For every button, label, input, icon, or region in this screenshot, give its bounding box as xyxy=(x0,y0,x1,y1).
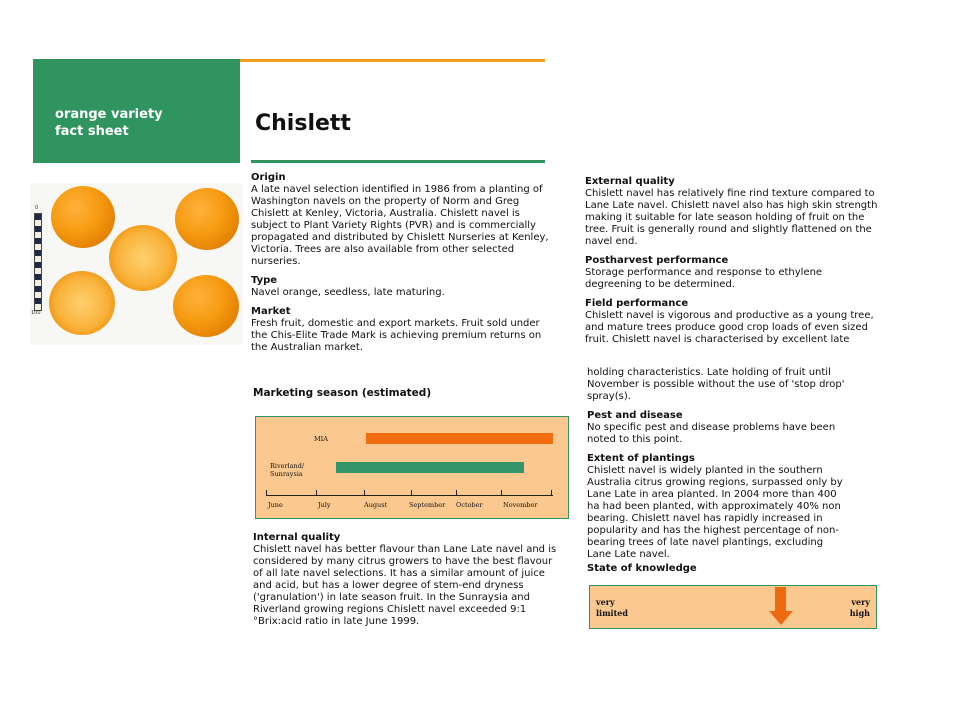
whole-orange-top-right xyxy=(175,188,239,250)
tick-label-october: October xyxy=(456,501,483,509)
tick-label-august: August xyxy=(364,501,388,509)
type-heading: Type xyxy=(251,275,278,286)
pest-text: No specific pest and disease problems have been noted to this point. xyxy=(587,422,836,445)
axis-tick xyxy=(316,490,317,495)
ruler-label-top: 0 xyxy=(35,205,39,211)
field-text-continued: holding characteristics. Late holding of fruit until November is possible without the use of 'stop drop' spray(s). xyxy=(587,367,845,402)
whole-orange-top-left xyxy=(51,186,115,248)
left-column xyxy=(251,172,559,361)
scale-left-line-1: very xyxy=(596,597,615,607)
field-text: Chislett navel is vigorous and productive as a young tree, and mature trees produce good crop loads of even sized fruit. Chislett navel is characterised by excellent late xyxy=(585,310,874,345)
market-heading: Market xyxy=(251,306,291,317)
banner-line-2: fact sheet xyxy=(55,124,129,139)
whole-orange-bottom-right xyxy=(173,275,239,337)
right-column-upper xyxy=(585,176,881,346)
fruit-photo xyxy=(30,183,243,345)
page-title: Chislett xyxy=(255,111,351,136)
bar-riverland-sunraysia xyxy=(336,462,524,473)
postharvest-heading: Postharvest performance xyxy=(585,255,729,266)
scale-ruler xyxy=(34,213,42,311)
axis-tick xyxy=(364,490,365,495)
ruler-label-bottom: 100 xyxy=(31,310,41,316)
chart-x-axis xyxy=(266,495,553,496)
scale-right-line-2: high xyxy=(849,608,870,618)
scale-left-line-2: limited xyxy=(596,608,628,618)
origin-heading: Origin xyxy=(251,172,286,183)
market-text: Fresh fruit, domestic and export markets. Fruit sold under the Chis-Elite Trade Mark is achieving premium returns on the Australian market. xyxy=(251,318,542,353)
axis-tick xyxy=(501,490,502,495)
axis-tick xyxy=(411,490,412,495)
scale-right-line-1: very xyxy=(851,597,870,607)
tick-label-september: September xyxy=(409,501,446,509)
field-heading: Field performance xyxy=(585,298,689,309)
chart-label-mia: MIA xyxy=(314,435,328,443)
orange-top-rule xyxy=(240,59,545,62)
internal-heading: Internal quality xyxy=(253,532,341,543)
postharvest-text: Storage performance and response to ethylene degreening to be determined. xyxy=(585,267,823,290)
internal-quality-section xyxy=(253,532,558,635)
knowledge-scale xyxy=(589,585,877,629)
green-title-rule xyxy=(251,160,545,163)
axis-tick xyxy=(266,490,267,495)
right-column-lower xyxy=(587,367,847,568)
axis-tick xyxy=(551,490,552,495)
marketing-season-chart xyxy=(255,416,569,519)
chart-label-riverland-line-2: Sunraysia xyxy=(270,470,303,478)
knowledge-heading: State of knowledge xyxy=(587,563,697,574)
extent-heading: Extent of plantings xyxy=(587,453,695,464)
external-text: Chislett navel has relatively fine rind texture compared to Lane Late navel. Chislett navel also has high skin strength making it suitable for late season holding of fruit on the tree. Fruit is generally round and slightly flattened on the navel end. xyxy=(585,188,878,247)
scale-right-label xyxy=(850,597,870,619)
scale-left-label xyxy=(596,597,628,619)
internal-text: Chislett navel has better flavour than Lane Late navel and is considered by many citrus growers to have the best flavour of all late navel selections. It has a similar amount of juice and acid, but has a lower degree of stem-end dryness ('granulation') in late season fruit. In the Sunraysia and Riverland growing regions Chislett navel exceeded 9:1 °Brix:acid ratio in late June 1999. xyxy=(253,544,557,627)
type-text: Navel orange, seedless, late maturing. xyxy=(251,287,445,298)
tick-label-june: June xyxy=(268,501,283,509)
chart-label-riverland-line-1: Riverland/ xyxy=(270,462,305,470)
origin-text: A late navel selection identified in 1986 from a planting of Washington navels on the property of Norm and Greg Chislett at Kenley, Victoria, Australia. Chislett navel is subject to Plant Variety Rights (PVR) and is commercially propagated and distributed by Chislett Nurseries at Kenley, Victoria. Trees are also available from other selected nurseries. xyxy=(251,184,549,267)
axis-tick xyxy=(456,490,457,495)
cut-orange-center xyxy=(109,225,177,291)
season-heading: Marketing season (estimated) xyxy=(253,387,432,399)
bar-mia xyxy=(366,433,553,444)
tick-label-november: November xyxy=(503,501,538,509)
cut-orange-bottom-left xyxy=(49,271,115,335)
tick-label-july: July xyxy=(318,501,331,509)
banner-text xyxy=(55,106,225,140)
pest-heading: Pest and disease xyxy=(587,410,683,421)
extent-text: Chislett navel is widely planted in the southern Australia citrus growing regions, surpassed only by Lane Late in area planted. In 2004 more than 400 ha had been planted, with approximately 40% non bearing. Chislett navel has rapidly increased in popularity and has the highest percentage of non-bearing trees of late navel plantings, excluding Lane Late navel. xyxy=(587,465,843,560)
chart-label-riverland xyxy=(270,462,304,478)
banner-line-1: orange variety xyxy=(55,107,163,122)
knowledge-arrow-shaft xyxy=(775,587,786,612)
knowledge-arrow-icon xyxy=(769,611,793,625)
external-heading: External quality xyxy=(585,176,675,187)
